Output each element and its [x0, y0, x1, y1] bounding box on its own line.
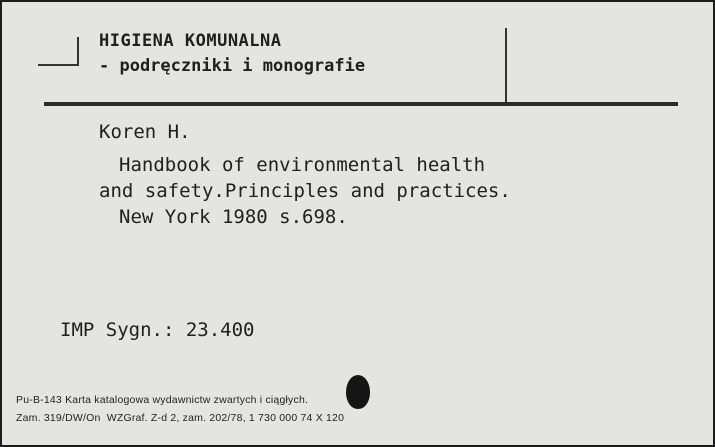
form-footer-line-2: Zam. 319/DW/On WZGraf. Z-d 2, zam. 202/78, 1 730 000 74 X 120: [16, 412, 345, 424]
subject-heading: HIGIENA KOMUNALNA: [99, 31, 282, 51]
imprint: New York 1980 s.698.: [119, 206, 348, 228]
subject-subheading: - podręczniki i monografie: [99, 56, 366, 76]
call-number: IMP Sygn.: 23.400: [60, 319, 255, 341]
book-title-line-1: Handbook of environmental health: [119, 154, 486, 176]
catalog-card: [2, 2, 713, 445]
author: Koren H.: [99, 121, 191, 143]
punch-hole: [346, 375, 370, 409]
book-title-line-2: and safety.Principles and practices.: [99, 180, 511, 202]
corner-mark-vertical: [77, 37, 79, 65]
header-divider: [505, 28, 507, 104]
form-footer-line-1: Pu-B-143 Karta katalogowa wydawnictw zwartych i ciągłych.: [16, 394, 309, 406]
header-rule: [44, 102, 678, 106]
corner-mark-horizontal: [38, 64, 79, 66]
